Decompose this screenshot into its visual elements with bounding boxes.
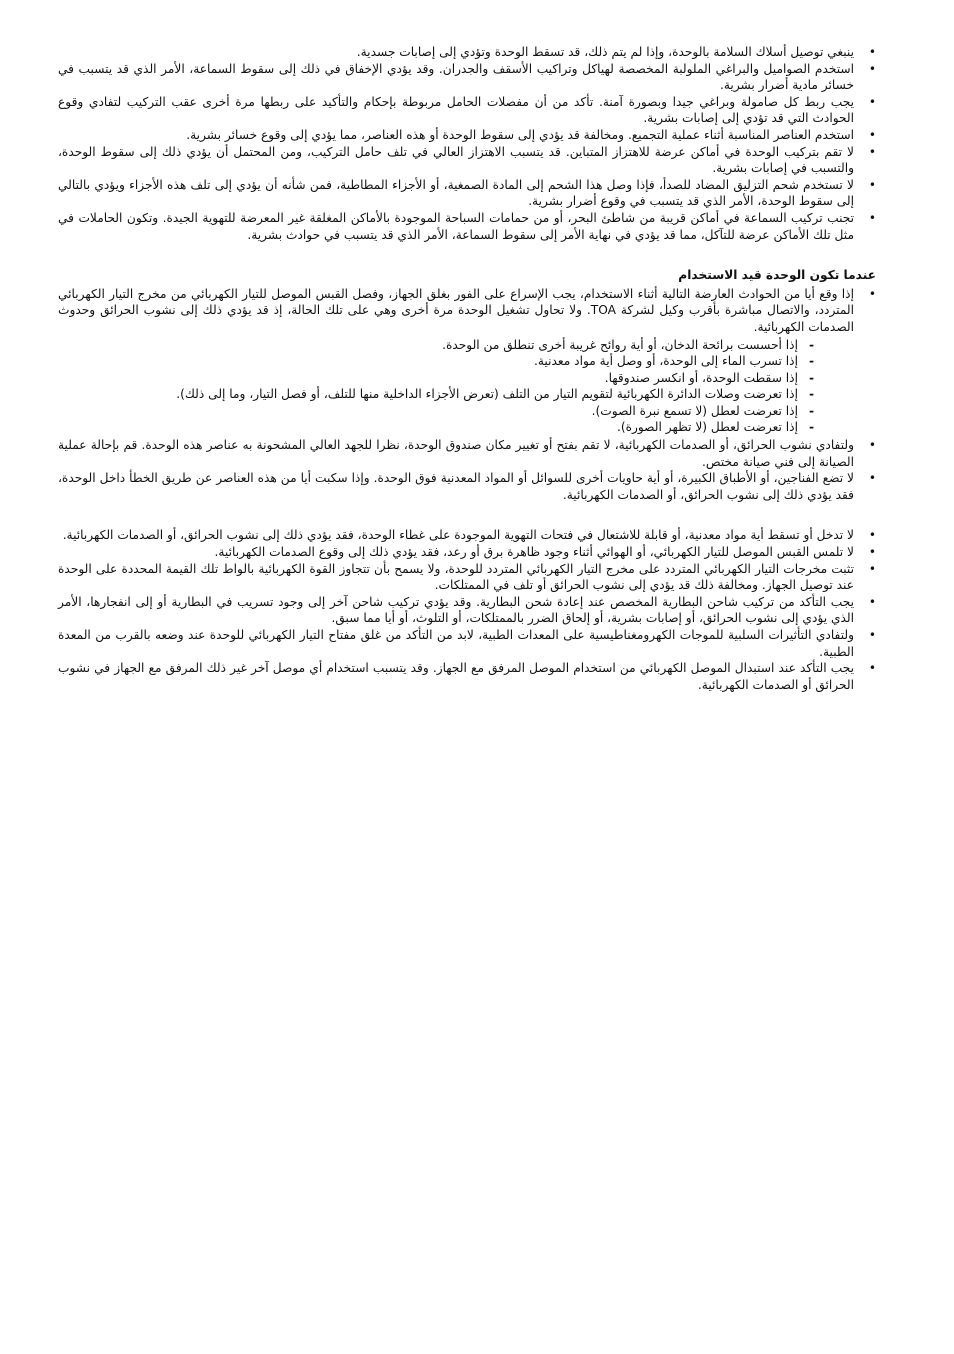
list-item: • يجب التأكد من تركيب شاحن البطارية المخصص عند إعادة شحن البطارية. وقد يؤدي تركيب شاحن آخر إلى وجود تسريب في البطارية أو إلى انفجارها، الأمر الذي يؤدي إلى نشوب الحرائق، أو إصابات بشرية، أو إلحاق الضرر بالممتلكات، أو التلوث، أو أيا مما سبق. <box>58 594 876 627</box>
list-item: • تثبت مخرجات التيار الكهربائي المتردد على مخرج التيار الكهربائي المتردد للوحدة، ولا يسمح بأن تتجاوز القوة الكهربائية بالواط تلك القيمة المحددة على الوحدة عند توصيل الجهاز. ومخالفة ذلك قد يؤدي إلى نشوب الحرائق أو تلف في الممتلكات. <box>58 561 876 594</box>
list-item-text: إذا وقع أيا من الحوادث العارضة التالية أثناء الاستخدام، يجب الإسراع على الفور بغلق الجهاز، وفصل القبس الموصل للتيار الكهربائي من مخرج التيار الكهربائي المتردد، والاتصال مباشرة بأقرب وكيل لشركة TOA. ولا تحاول تشغيل الوحدة مرة أخرى وهي على تلك الحالة، إذ قد يؤدي ذلك إلى نشوب الحرائق وحدوث الصدمات الكهربائية. <box>58 286 854 334</box>
list-item: • ينبغي توصيل أسلاك السلامة بالوحدة، وإذا لم يتم ذلك، قد تسقط الوحدة وتؤدي إلى إصابات جسدية. <box>58 44 876 61</box>
list-item: • يجب التأكد عند استبدال الموصل الكهربائي من استخدام الموصل المرفق مع الجهاز. وقد يتسبب استخدام أي موصل آخر غير ذلك المرفق مع الجهاز في نشوب الحرائق أو الصدمات الكهربائية. <box>58 660 876 693</box>
list-item: • استخدم العناصر المناسبة أثناء عملية التجميع. ومخالفة قد يؤدي إلى سقوط الوحدة أو هذه العناصر، مما يؤدي إلى وقوع خسائر بشرية. <box>58 127 876 144</box>
sub-list-item: - إذا تعرضت لعطل (لا تظهر الصورة). <box>58 419 854 436</box>
safety-list-installation <box>58 44 876 243</box>
sub-list-item: - إذا تعرضت لعطل (لا تسمع نبرة الصوت). <box>58 403 854 420</box>
list-item: • استخدم الصواميل والبراغي الملولبة المخصصة لهياكل وتراكيب الأسقف والجدران. وقد يؤدي الإخفاق في ذلك إلى سقوط السماعة، الأمر الذي قد يتسبب في خسائر مادية أضرار بشرية. <box>58 61 876 94</box>
list-item: • ولتفادي نشوب الحرائق، أو الصدمات الكهربائية، لا تقم بفتح أو تغيير مكان صندوق الوحدة، نظرا للجهد العالي المشحونة به عناصر هذه الوحدة. قم بإحالة عملية الصيانة إلى فني صيانة مختص. <box>58 437 876 470</box>
sub-list-item: - إذا تسرب الماء إلى الوحدة، أو وصل أية مواد معدنية. <box>58 353 854 370</box>
safety-list-general <box>58 527 876 693</box>
list-item <box>58 286 876 436</box>
list-item: • لا تستخدم شحم التزليق المضاد للصدأ، فإذا وصل هذا الشحم إلى المادة الصمغية، أو الأجزاء المطاطية، فمن شأنه أن يؤدي إلى تلف هذه الأجزاء ويؤدي بالتالي إلى سقوط الوحدة، الأمر الذي قد يتسبب في وقوع أضرار بشرية. <box>58 177 876 210</box>
list-item: • ولتفادي التأثيرات السلبية للموجات الكهرومغناطيسية على المعدات الطبية، لابد من التأكد من غلق مفتاح التيار الكهربائي للوحدة عند وضعه بالقرب من المعدة الطبية. <box>58 627 876 660</box>
list-item: • لا تدخل أو تسقط أية مواد معدنية، أو قابلة للاشتعال في فتحات التهوية الموجودة على غطاء الوحدة، فقد يؤدي ذلك إلى نشوب الحرائق، أو الصدمات الكهربائية. <box>58 527 876 544</box>
section-heading: عندما تكون الوحدة قيد الاستخدام <box>678 268 876 283</box>
sub-list-item: - إذا سقطت الوحدة، أو انكسر صندوقها. <box>58 370 854 387</box>
sub-list-item: - إذا تعرضت وصلات الدائرة الكهربائية لتقويم التيار من التلف (تعرض الأجزاء الداخلية منها للتلف، أو فصل التيار، وما إلى ذلك). <box>58 386 854 403</box>
list-item: • يجب ربط كل صامولة وبراغي جيدا وبصورة آمنة. تأكد من أن مفصلات الحامل مربوطة بإحكام والتأكيد على ربطها مرة أخرى عقب التركيب لتفادي وقوع الحوادث التي قد تؤدي إلى إصابات بشرية. <box>58 94 876 127</box>
safety-list-in-use <box>58 286 876 504</box>
list-item: • تجنب تركيب السماعة في أماكن قريبة من شاطئ البحر، أو من حمامات السباحة الموجودة بالأماكن المغلقة غير المعرضة للتهوية الجيدة. وتكون الحاملات في مثل تلك الأماكن عرضة للتآكل، مما قد يؤدي في نهاية الأمر إلى سقوط السماعة، الأمر الذي قد يتسبب في حوادث بشرية. <box>58 210 876 243</box>
spacer <box>58 503 876 527</box>
list-item: • لا تضع الفناجين، أو الأطباق الكبيرة، أو أية حاويات أخرى للسوائل أو المواد المعدنية فوق الوحدة. وإذا سكبت أيا من هذه العناصر عن طريق الخطأ داخل الوحدة، فقد يؤدي ذلك إلى نشوب الحرائق، أو الصدمات الكهربائية. <box>58 470 876 503</box>
sub-list-item: - إذا أحسست برائحة الدخان، أو أية روائح غريبة أخرى تنطلق من الوحدة. <box>58 337 854 354</box>
list-item: • لا تقم بتركيب الوحدة في أماكن عرضة للاهتزاز المتباين. قد يتسبب الاهتزاز العالي في تلف حامل التركيب، ومن المحتمل أن يؤدي ذلك إلى سقوط الوحدة، والتسبب في إصابات بشرية. <box>58 144 876 177</box>
list-item: • لا تلمس القبس الموصل للتيار الكهربائي، أو الهوائي أثناء وجود ظاهرة برق أو رعد، فقد يؤدي ذلك إلى وقوع الصدمات الكهربائية. <box>58 544 876 561</box>
sub-list <box>58 337 854 437</box>
